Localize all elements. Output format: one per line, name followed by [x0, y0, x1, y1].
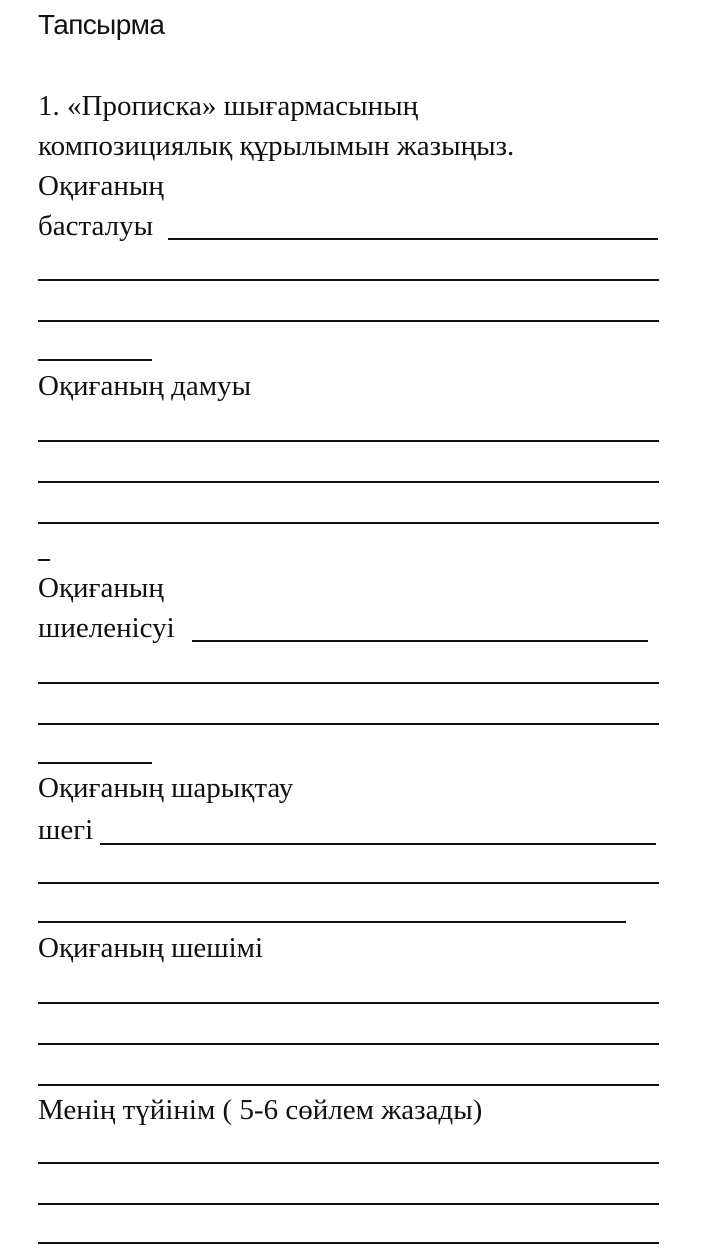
section-climax-label-2: шегі [38, 814, 94, 846]
answer-line[interactable] [38, 559, 50, 561]
answer-line[interactable] [38, 1242, 659, 1244]
answer-line[interactable] [38, 921, 626, 923]
answer-line[interactable] [38, 481, 659, 483]
answer-line[interactable] [38, 762, 152, 764]
answer-line[interactable] [38, 723, 659, 725]
answer-line[interactable] [38, 1002, 659, 1004]
answer-line[interactable] [38, 440, 659, 442]
answer-line[interactable] [38, 320, 659, 322]
section-conclusion-label: Менің түйінім ( 5-6 сөйлем жазады) [38, 1094, 483, 1126]
answer-line[interactable] [38, 1162, 659, 1164]
question-line-1: 1. «Прописка» шығармасының [38, 90, 419, 122]
answer-line[interactable] [38, 1203, 659, 1205]
answer-line[interactable] [38, 1084, 659, 1086]
answer-line[interactable] [38, 682, 659, 684]
section-tension-label-2: шиеленісуі [38, 612, 175, 644]
answer-line[interactable] [38, 279, 659, 281]
section-beginning-label-1: Оқиғаның [38, 170, 164, 202]
task-heading: Тапсырма [38, 9, 165, 40]
answer-line[interactable] [38, 1043, 659, 1045]
answer-line[interactable] [100, 843, 656, 845]
answer-line[interactable] [192, 640, 648, 642]
section-climax-label-1: Оқиғаның шарықтау [38, 772, 294, 804]
section-beginning-label-2: басталуы [38, 210, 154, 242]
answer-line[interactable] [38, 882, 659, 884]
answer-line[interactable] [168, 238, 658, 240]
section-development-label: Оқиғаның дамуы [38, 370, 252, 402]
section-resolution-label: Оқиғаның шешімі [38, 932, 264, 964]
question-line-2: композициялық құрылымын жазыңыз. [38, 130, 515, 162]
answer-line[interactable] [38, 522, 659, 524]
section-tension-label-1: Оқиғаның [38, 572, 164, 604]
answer-line[interactable] [38, 359, 152, 361]
